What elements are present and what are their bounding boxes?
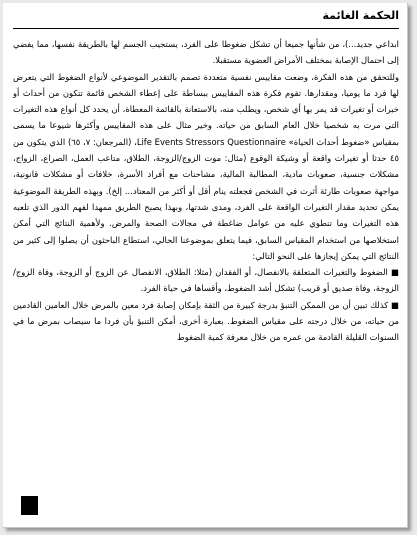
body-text: [13, 36, 399, 346]
running-header-title: الحكمة الغائمة: [322, 9, 399, 22]
document-page: [3, 3, 408, 528]
bullet-item-separation-loss: ■ الضغوط والتغيرات المتعلقة بالانفصال، أو الفقدان (مثلا: الطلاق، الانفصال عن الزوج أو الزوجة، وفاة الزوج/الزوجة، وفاة صديق أو قريب) تشكل أشد الضغوط، وأقساها في حياة الفرد.: [13, 267, 399, 294]
paragraph-intro-continuation: ابداعي جديد...)، من شأنها جميعا أن تشكل ضغوطا على الفرد، يستجيب الجسم لها بالطريقة نفسها، مما يفضي إلى احتمال الإصابة بمختلف الأمراض العضوية مستقبلا.: [13, 39, 399, 66]
header-rule: [13, 28, 399, 29]
bullet-item-prediction: ■ كذلك تبين أن من الممكن التنبؤ بدرجة كبيرة من الثقة بإمكان إصابة فرد معين بالمرض خلال العامين القادمين من حياته، من خلال درجته على مقياس الضغوط. بعبارة أخرى، أمكن التنبؤ بأن فردا ما سيصاب بمرض ما في السنوات القليلة القادمة من عمره من خلال معرفة كمية الضغوط: [13, 299, 399, 343]
paragraph-stress-scales: وللتحقق من هذه الفكرة، وضعت مقاييس نفسية متعددة تصمم بالتقدير الموضوعي لأنواع الضغوط التي يتعرض لها فرد ما يوميا، ومقدارها. تقوم فكرة هذه المقاييس ببساطة على إعطاء الشخص قائمة تتكون من أحداث أو خبرات أو تغيرات قد يمر بها أي شخص، ويطلب منه، بالاستعانة بالقائمة المعطاة، أن يحدد كل أنواع هذه التغيرات التي مرت به شخصيا خلال العام السابق من حياته. وخير مثال على هذه المقاييس وأكثرها شيوعا ما يسمى بمقياس «ضغوط أحداث الحياة» Life Events Stressors Questionnaire، (المرجعان: ٧، ٦٥) الذي يتكون من ٤٥ حدثا أو تغيرات واقعة أو وشيكة الوقوع (مثال: موت الزوج/الزوجة، الطلاق، متاعب العمل، الصراع، الزواج، مشكلات جنسية، صعوبات مادية، المطالبة المالية، مشاحنات مع أفراد الأسرة، خلافات أو مشكلات قانونية، مواجهة صعوبات طارئة أثرت في الشخص فجعلته ينام أقل أو أكثر من المعتاد... إلخ). وبهذه الطريقة الموضوعية يمكن تحديد مقدار التغيرات الواقعة على الفرد، ومدى شدتها، وبهذا يصبح الطريق ممهدا لفهم الدور الذي تلعبه هذه التغيرات وما تنطوي عليه من عوامل ضاغطة في مجالات الصحة والمرض. ولأهمية النتائج التي أمكن استخلاصها من استخدام المقياس السابق، فيما يتعلق بموضوعنا الحالي، استطاع الباحثون أن يصلوا إلى كثير من النتائج التي يمكن إيجازها على النحو التالي:: [13, 71, 399, 261]
page-corner-marker: [21, 496, 38, 515]
